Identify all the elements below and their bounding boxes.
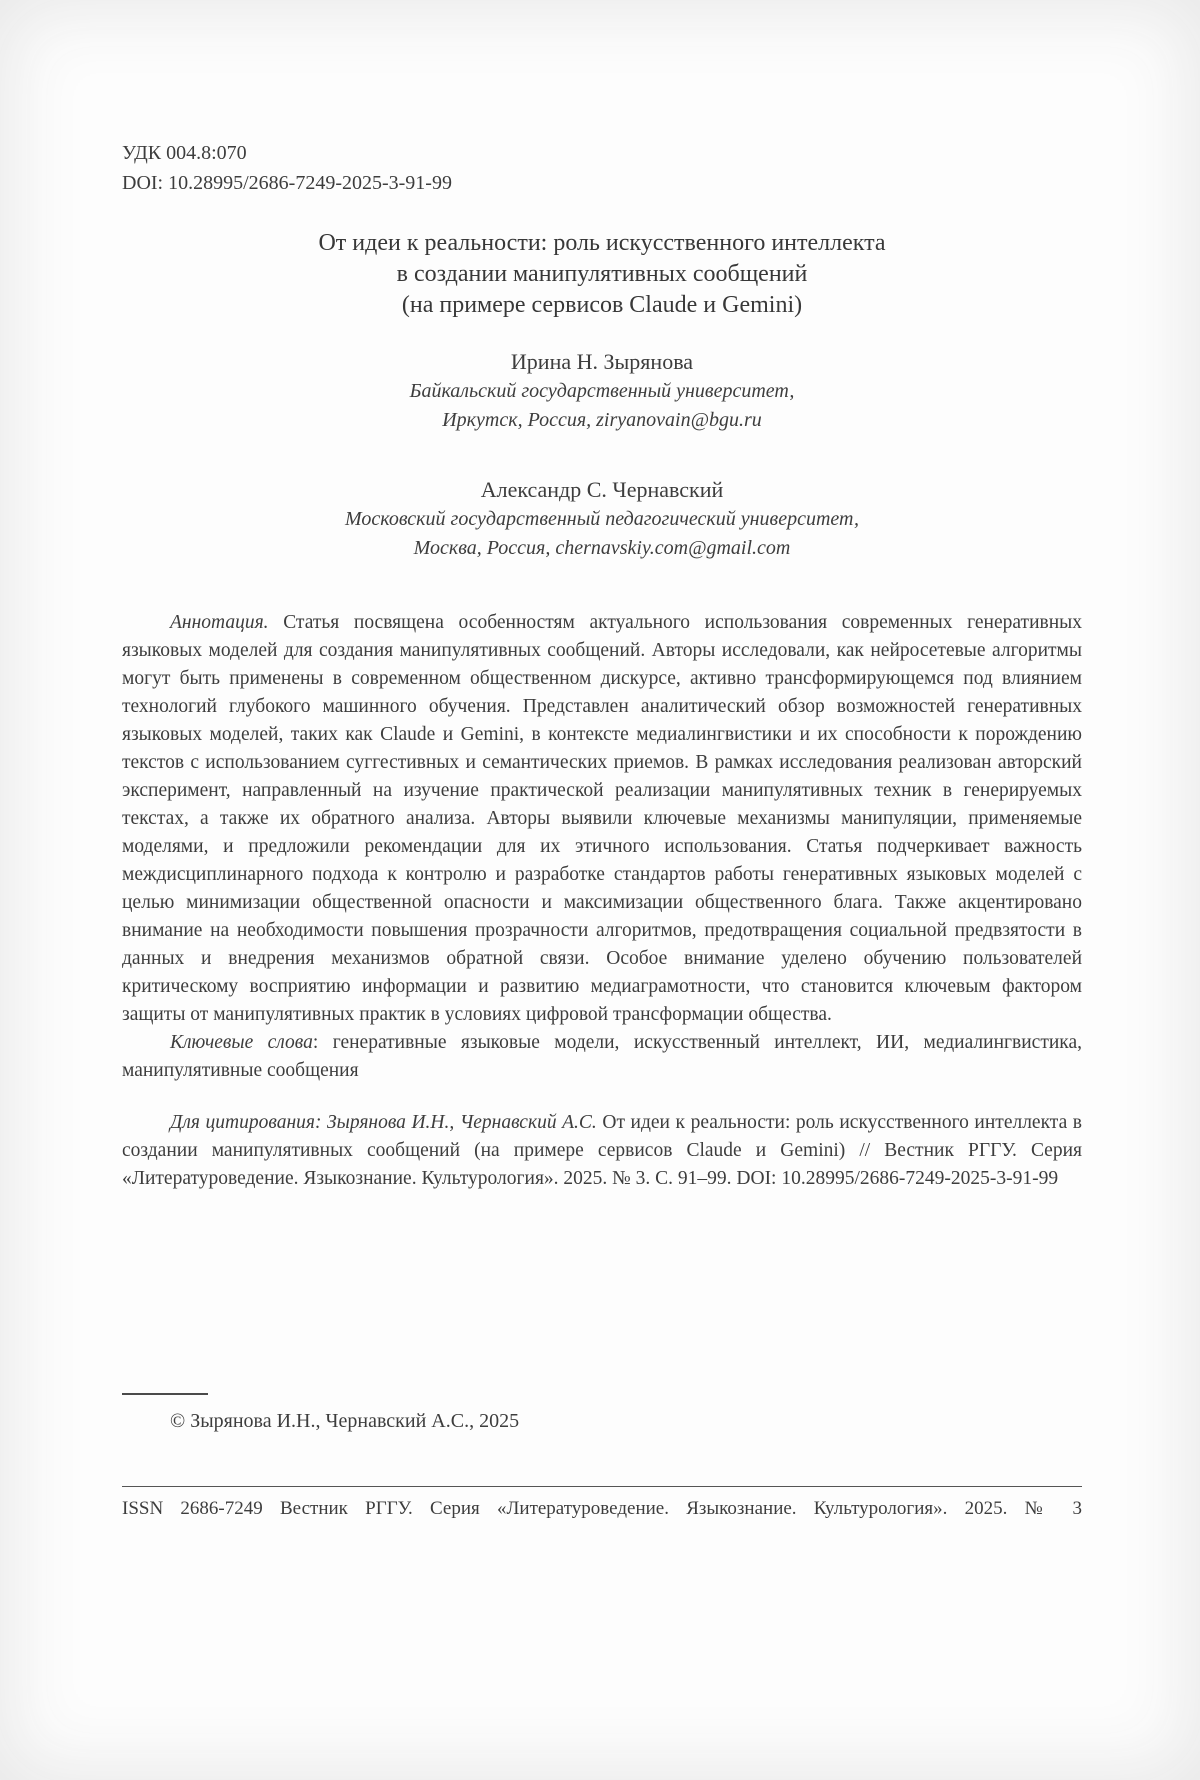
article-title-line: (на примере сервисов Claude и Gemini) — [401, 292, 803, 318]
keywords-text: : генеративные языковые модели, искусственный интеллект, ИИ, медиалингвистика, манипулятивные сообщения — [122, 1032, 1082, 1081]
footer-rule — [122, 1486, 1082, 1487]
abstract-text: Статья посвящена особенностям актуального использования современных генеративных языковых моделей для создания манипулятивных сообщений. Авторы исследовали, как нейросетевые алгоритмы могут быть применены в современном общественном дискурсе, активно трансформирующемся под влиянием технологий глубокого машинного обучения. Представлен аналитический обзор возможностей генеративных языковых моделей, таких как Claude и Gemini, в контексте медиалингвистики и их способности к порождению текстов с использованием суггестивных и семантических приемов. В рамках исследования реализован авторский эксперимент, направленный на изучение практической реализации манипулятивных техник в генерируемых текстах, а также их обратного анализа. Авторы выявили ключевые механизмы манипуляции, применяемые моделями, и предложили рекомендации для их этичного использования. Статья подчеркивает важность междисциплинарного подхода к контролю и разработке стандартов работы генеративных языковых моделей с целью минимизации общественной опасности и максимизации общественного блага. Также акцентировано внимание на необходимости повышения прозрачности алгоритмов, предотвращения социальной предвзятости в данных и внедрения механизмов обратной связи. Особое внимание уделено обучению пользователей критическому восприятию информации и развитию медиаграмотности, что становится ключевым фактором защиты от манипулятивных практик в условиях цифровой трансформации общества. — [122, 612, 1082, 1025]
citation-authors: : Зырянова И.Н., Чернавский А.С. — [314, 1112, 597, 1133]
keywords-label: Ключевые слова — [170, 1032, 313, 1053]
affiliation-line: Байкальский государственный университет, — [409, 380, 795, 402]
keywords-paragraph — [122, 1029, 1082, 1085]
footnote-block — [122, 1393, 1082, 1435]
copyright-text: © Зырянова И.Н., Чернавский А.С., 2025 — [170, 1410, 520, 1432]
page-footer — [122, 1486, 1082, 1522]
abstract-label: Аннотация. — [170, 612, 269, 633]
author-affiliation-2 — [122, 505, 1082, 563]
author-name-2: Александр С. Чернавский — [480, 477, 724, 502]
doi-text: DOI: 10.28995/2686-7249-2025-3-91-99 — [122, 172, 452, 194]
citation-label: Для цитирования — [170, 1112, 315, 1133]
affiliation-line: Иркутск, Россия, ziryanovain@bgu.ru — [442, 409, 762, 431]
author-affiliation-1 — [122, 377, 1082, 435]
affiliation-line: Московский государственный педагогический университет, — [345, 508, 859, 530]
author-name-1: Ирина Н. Зырянова — [510, 349, 694, 374]
citation-paragraph — [122, 1109, 1082, 1193]
affiliation-line: Москва, Россия, chernavskiy.com@gmail.com — [413, 537, 791, 559]
issn-line: ISSN 2686-7249 Вестник РГГУ. Серия «Литературоведение. Языкознание. Культурология». 2025. № 3 — [122, 1498, 1082, 1519]
article-body — [122, 609, 1082, 1193]
udc-text: УДК 004.8:070 — [122, 142, 247, 164]
abstract-paragraph — [122, 609, 1082, 1029]
article-title — [122, 228, 1082, 321]
footnote-rule — [122, 1393, 208, 1395]
article-meta — [122, 138, 1082, 198]
citation-text: От идеи к реальности: роль искусственного интеллекта в создании манипулятивных сообщений (на примере сервисов Claude и Gemini) // Вестник РГГУ. Серия «Литературоведение. Языкознание. Культурология». 2025. № 3. С. 91–99. DOI: 10.28995/2686-7249-2025-3-91-99 — [122, 1112, 1082, 1189]
article-title-line: От идеи к реальности: роль искусственного интеллекта — [318, 230, 886, 256]
article-title-line: в создании манипулятивных сообщений — [396, 261, 808, 287]
